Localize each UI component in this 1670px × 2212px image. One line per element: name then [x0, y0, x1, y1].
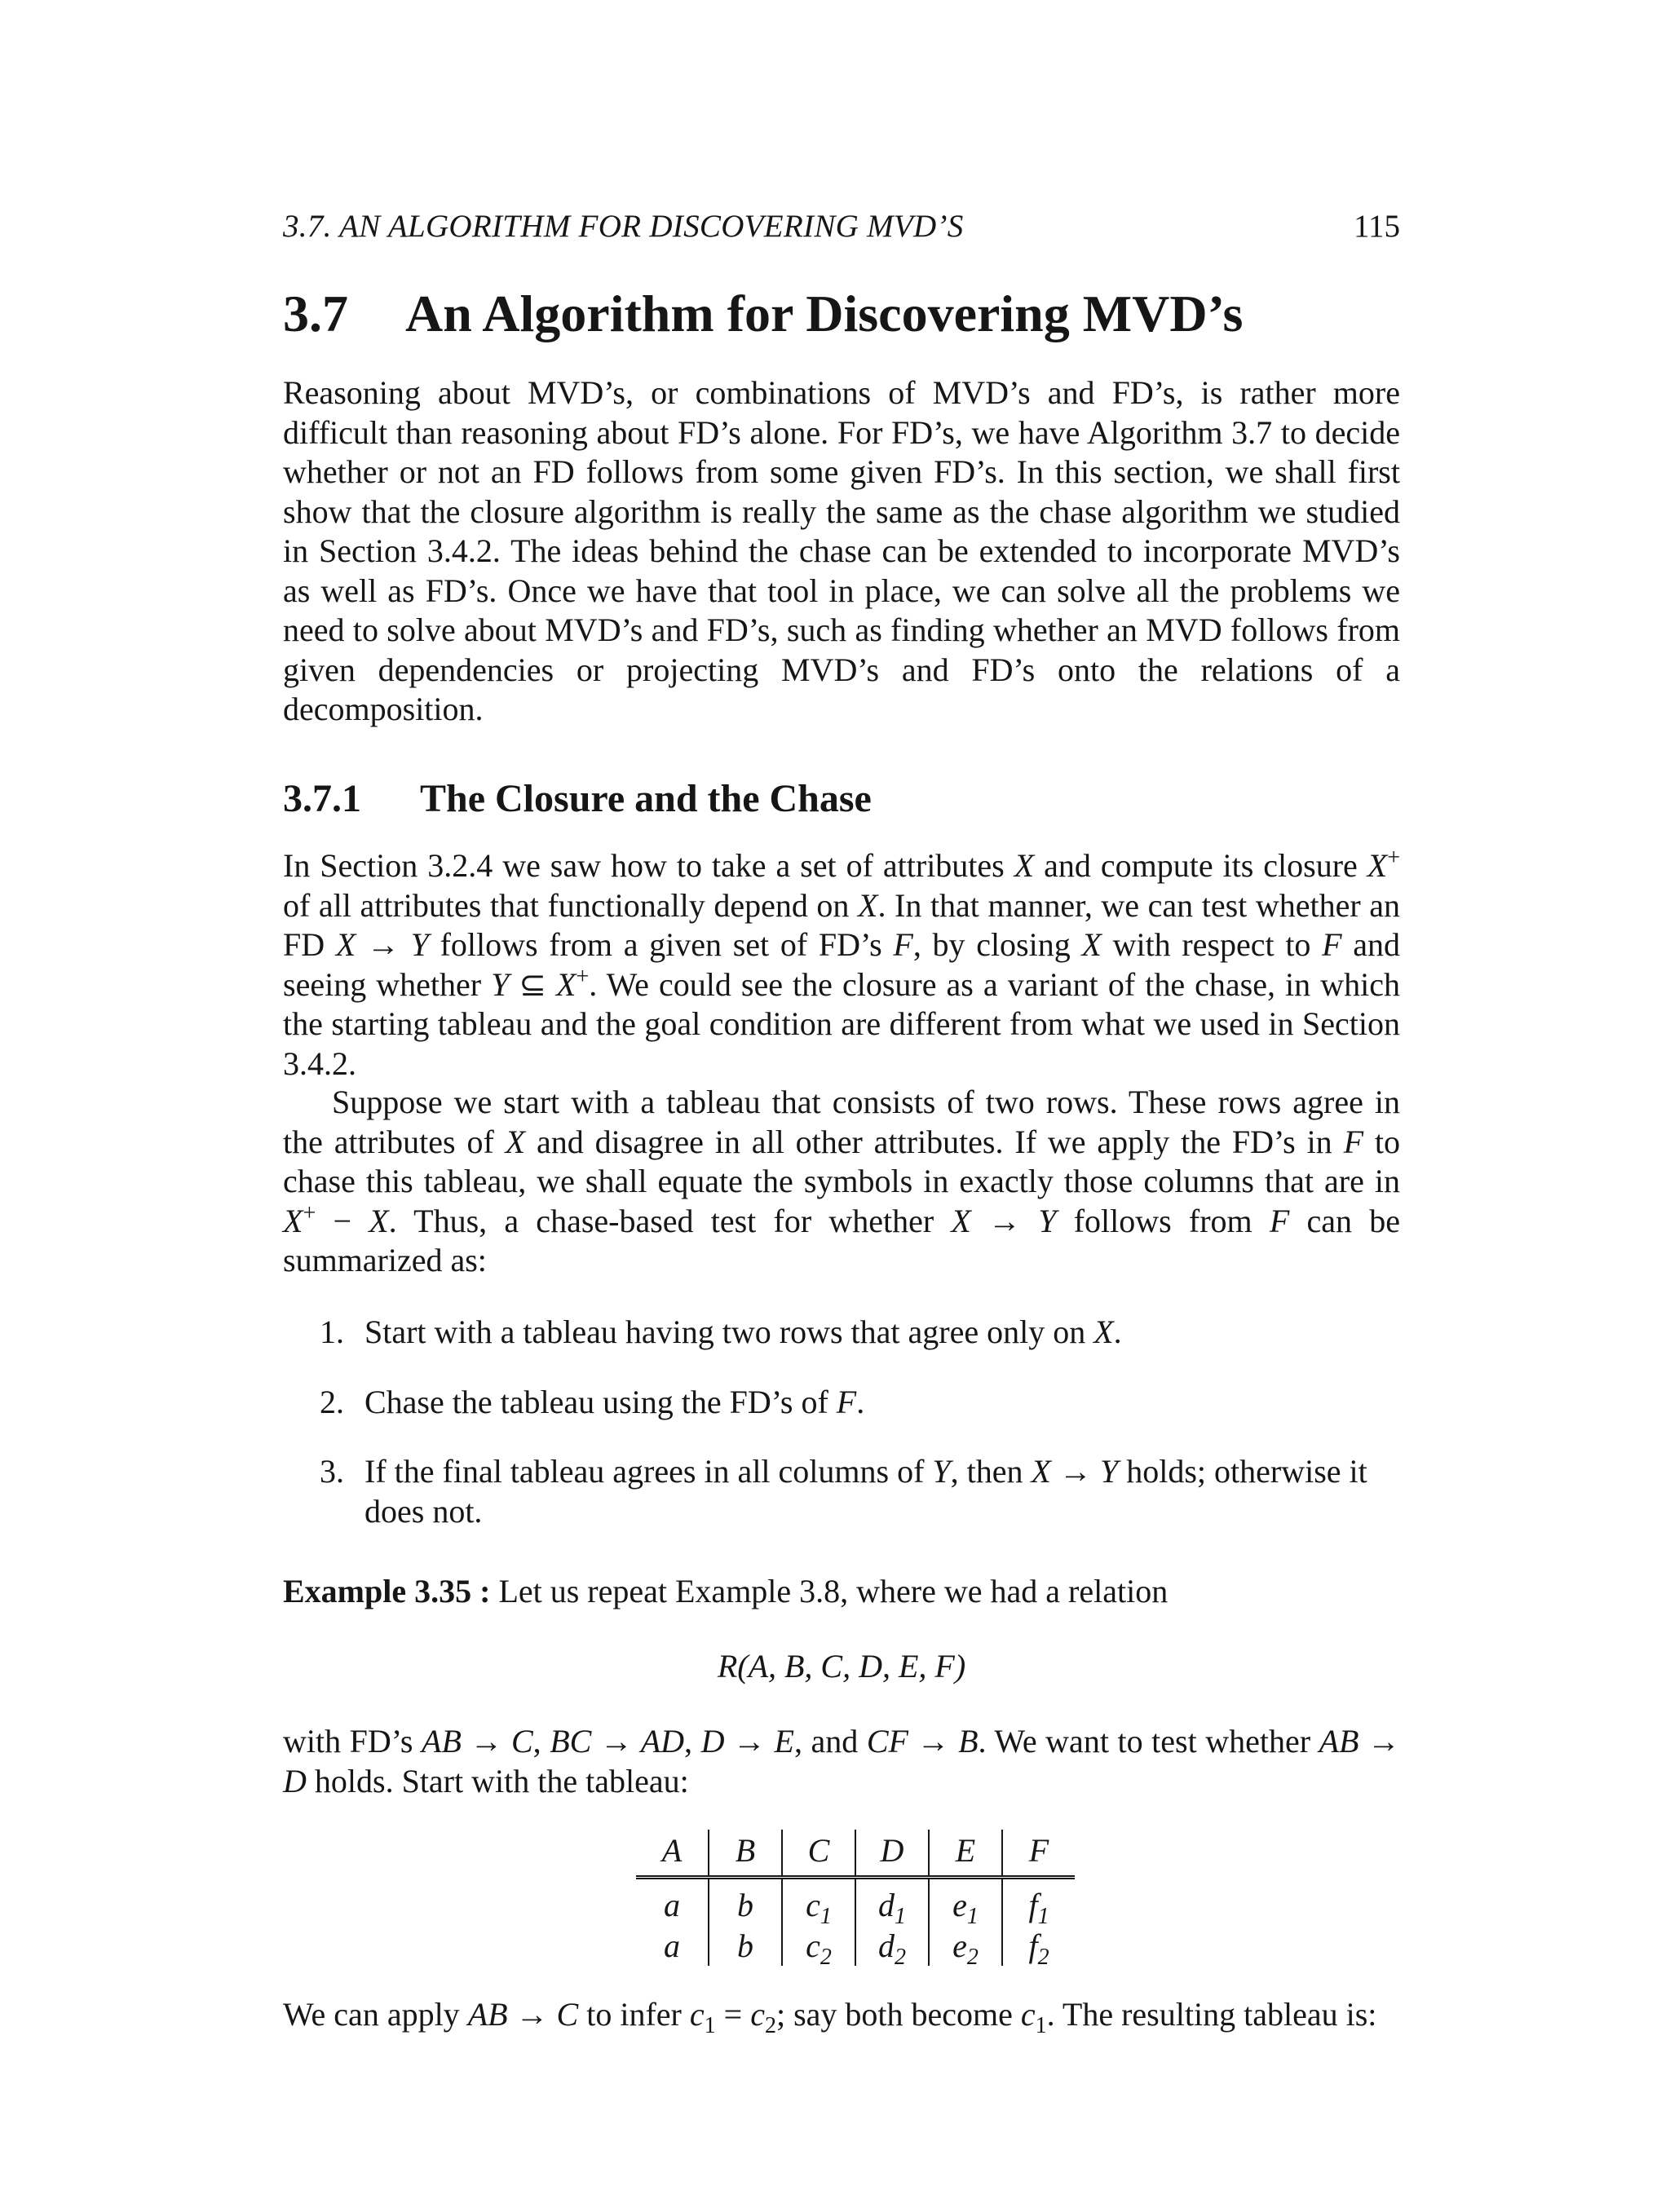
- tableau-header: D: [855, 1830, 929, 1878]
- tableau-cell: a: [664, 1886, 680, 1923]
- subsection-title: The Closure and the Chase: [420, 777, 872, 820]
- tableau-header: A: [661, 1831, 683, 1869]
- table-row: [636, 1878, 1075, 1926]
- closure-paragraph: In Section 3.2.4 we saw how to take a set of attributes X and compute its closure X+ of all attributes that functionally depend on X. In that manner, we can test whether an FD X → Y follows from a given set of FD’s F, by closing X with respect to F and seeing whether Y ⊆ X+. We could see the closure as a variant of the chase, in which the starting tableau and the goal condition are different from what we used in Section 3.4.2.: [283, 845, 1401, 1082]
- section-heading: [283, 281, 1243, 347]
- tableau-header-row: [636, 1830, 1075, 1878]
- section-title: An Algorithm for Discovering MVD’s: [405, 285, 1244, 342]
- tableau-cell: $d_1$: [855, 1878, 929, 1926]
- list-item: 3. If the final tableau agrees in all columns of Y, then X → Y holds; otherwise it does not.: [320, 1453, 1367, 1530]
- subsection-number: 3.7.1: [283, 777, 361, 820]
- chase-paragraph: Suppose we start with a tableau that consists of two rows. These rows agree in the attributes of X and disagree in all other attributes. If we apply the FD’s in F to chase this tableau, we shall equate the symbols in exactly those columns that are in X+ − X. Thus, a chase-based test for whether X → Y follows from F can be summarized as:: [283, 1084, 1401, 1278]
- chase-steps-list: [283, 1313, 1400, 1561]
- tableau-cell: b: [709, 1925, 782, 1966]
- result-paragraph: We can apply AB → C to infer $c_1 = c_2$; say both become $c_1$. The resulting tableau is:: [283, 1996, 1377, 2038]
- tableau-header: F: [1002, 1830, 1075, 1878]
- tableau-cell: $f_2$: [1002, 1925, 1075, 1966]
- subsection-heading: [283, 775, 872, 823]
- tableau-header: B: [709, 1830, 782, 1878]
- tableau-cell: $c_2$: [782, 1925, 855, 1966]
- tableau-header: C: [782, 1830, 855, 1878]
- tableau: [636, 1830, 1075, 1970]
- list-item: 2. Chase the tableau using the FD’s of F.: [320, 1383, 865, 1420]
- example-paragraph: Example 3.35 : Let us repeat Example 3.8, where we had a relation: [283, 1573, 1169, 1609]
- tableau-cell: $d_2$: [855, 1925, 929, 1966]
- list-item: 1. Start with a tableau having two rows that agree only on X.: [320, 1314, 1122, 1350]
- example-label: Example 3.35 :: [283, 1573, 491, 1609]
- tableau-cell: $c_1$: [782, 1878, 855, 1926]
- tableau-cell: $e_1$: [929, 1878, 1002, 1926]
- running-head-title: 3.7. AN ALGORITHM FOR DISCOVERING MVD’S: [283, 209, 964, 244]
- page-number: 115: [1353, 209, 1400, 244]
- tableau-cell: $f_1$: [1002, 1878, 1075, 1926]
- section-number: 3.7: [283, 285, 348, 342]
- fd-paragraph: with FD’s AB → C, BC → AD, D → E, and CF → B. We want to test whether AB → D holds. Start with the tableau:: [283, 1723, 1401, 1799]
- tableau-cell: $e_2$: [929, 1925, 1002, 1966]
- running-head: [283, 208, 1400, 249]
- relation-display: R(A, B, C, D, E, F): [717, 1648, 966, 1684]
- tableau-cell: b: [709, 1878, 782, 1926]
- tableau-header: E: [929, 1830, 1002, 1878]
- table-row: [636, 1925, 1075, 1966]
- intro-paragraph: Reasoning about MVD’s, or combinations of MVD’s and FD’s, is rather more difficult than reasoning about FD’s alone. For FD’s, we have Algorithm 3.7 to decide whether or not an FD follows from some given FD’s. In this section, we shall first show that the closure algorithm is really the same as the chase algorithm we studied in Section 3.4.2. The ideas behind the chase can be extended to incorporate MVD’s as well as FD’s. Once we have that tool in place, we can solve all the problems we need to solve about MVD’s and FD’s, such as finding whether an MVD follows from given dependencies or projecting MVD’s and FD’s onto the relations of a decomposition.: [283, 374, 1400, 727]
- tableau-cell: a: [664, 1927, 680, 1964]
